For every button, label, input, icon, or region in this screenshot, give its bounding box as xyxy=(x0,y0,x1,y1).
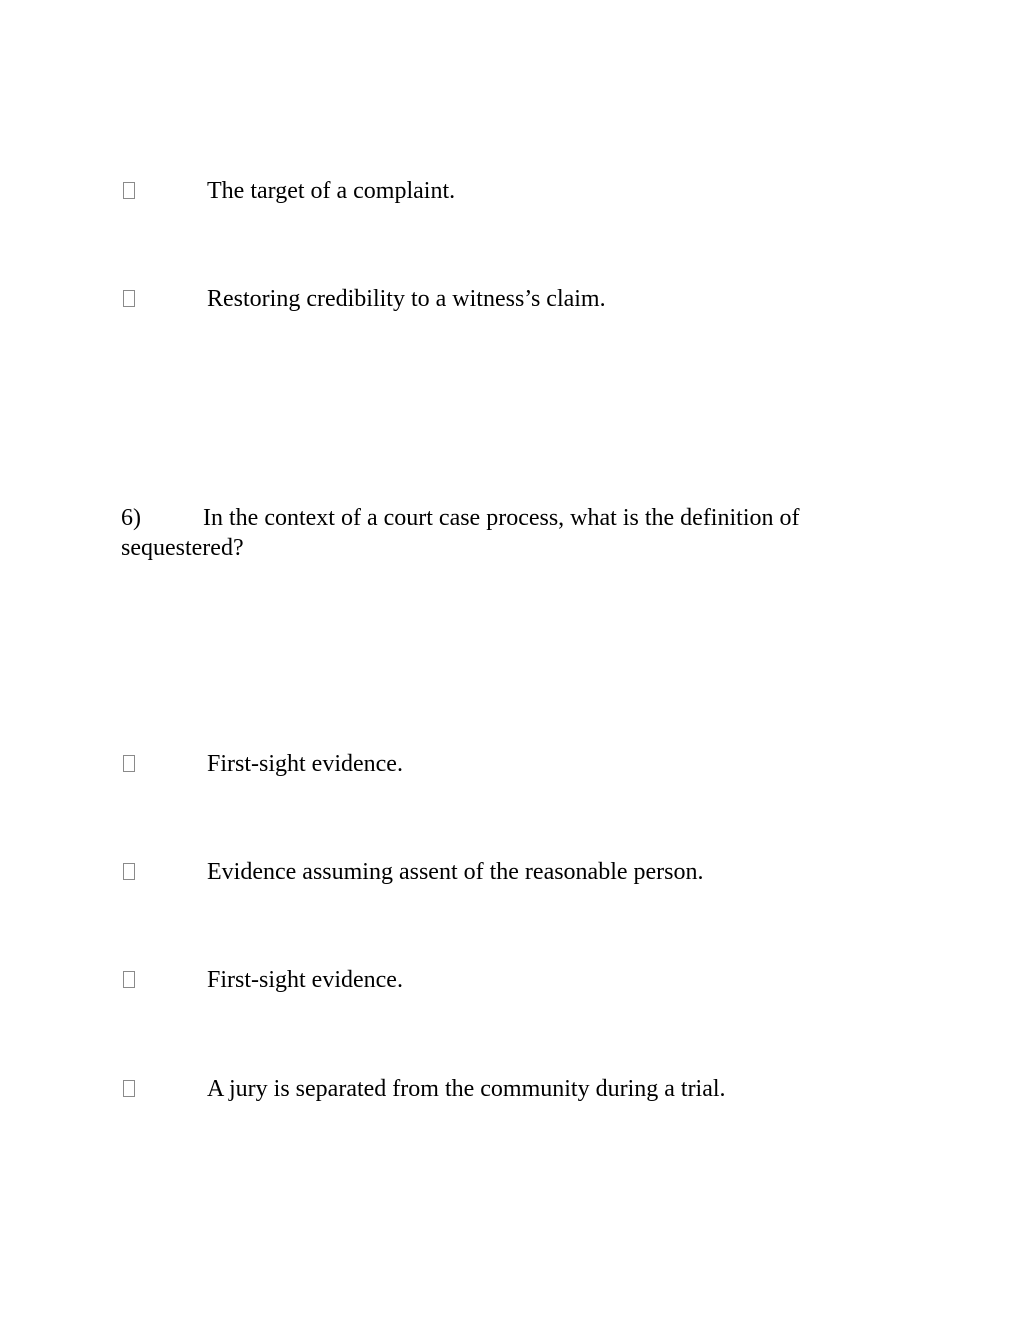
answer-option-text: Restoring credibility to a witness’s claim. xyxy=(207,286,606,312)
answer-option[interactable] xyxy=(123,860,983,892)
question-number: 6) xyxy=(121,505,141,531)
answer-option-text: A jury is separated from the community during a trial. xyxy=(207,1076,726,1102)
answer-option[interactable] xyxy=(123,752,983,784)
answer-option[interactable] xyxy=(123,1077,983,1109)
answer-option[interactable] xyxy=(123,179,983,211)
answer-option[interactable] xyxy=(123,287,983,319)
answer-option-text: The target of a complaint. xyxy=(207,178,456,204)
answer-option-text: First-sight evidence. xyxy=(207,967,403,993)
question xyxy=(121,503,891,563)
answer-option-text: Evidence assuming assent of the reasonable person. xyxy=(207,859,704,885)
answer-option-text: First-sight evidence. xyxy=(207,751,403,777)
checkbox-icon[interactable] xyxy=(123,1080,135,1097)
checkbox-icon[interactable] xyxy=(123,290,135,307)
checkbox-icon[interactable] xyxy=(123,755,135,772)
checkbox-icon[interactable] xyxy=(123,863,135,880)
question-text: In the context of a court case process, what is the definition of sequestered? xyxy=(121,505,800,561)
checkbox-icon[interactable] xyxy=(123,182,135,199)
checkbox-icon[interactable] xyxy=(123,971,135,988)
answer-option[interactable] xyxy=(123,968,983,1000)
